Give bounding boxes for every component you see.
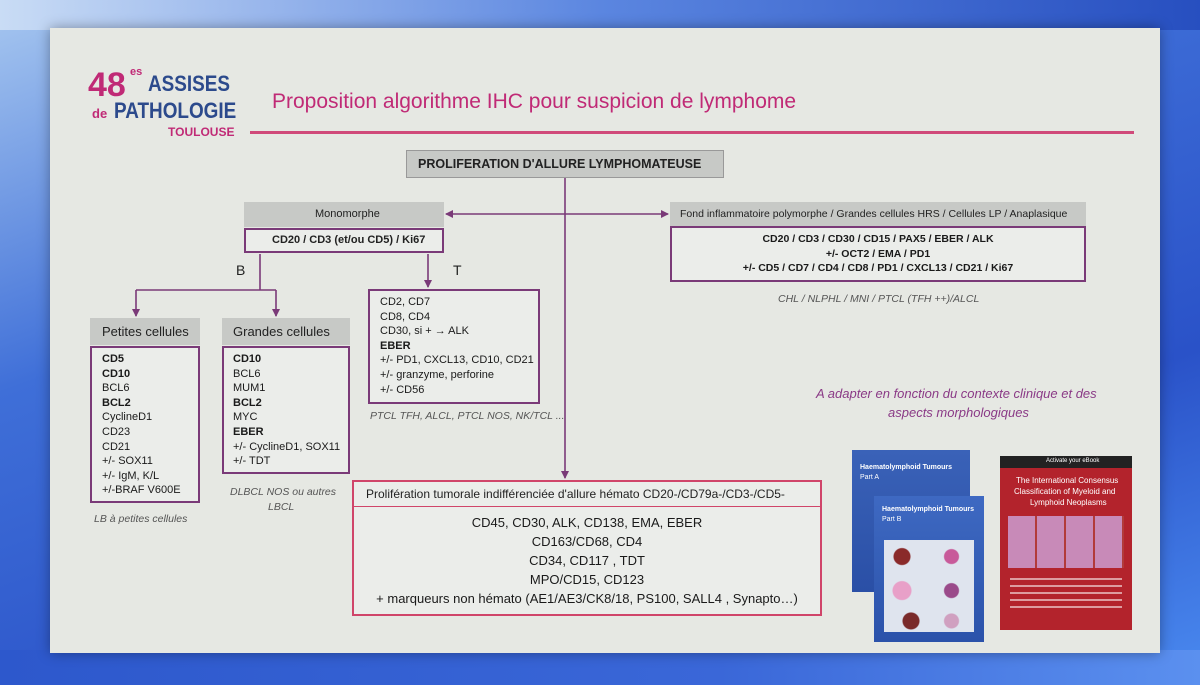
small-cells-item: +/- SOX11	[102, 455, 153, 468]
undiff-line: + marqueurs non hémato (AE1/AE3/CK8/18, PS100, SALL4 , Synapto…)	[376, 591, 798, 606]
small-cells-item: CD23	[102, 425, 131, 438]
label-t: T	[453, 262, 462, 278]
large-cells-item: MYC	[233, 411, 258, 424]
t-cells-item: +/- granzyme, perforine	[380, 368, 495, 381]
slide-title: Proposition algorithme IHC pour suspicion de lymphome	[272, 90, 797, 113]
undiff-line: CD45, CD30, ALK, CD138, EMA, EBER	[471, 515, 703, 530]
large-cells-label: Grandes cellules	[233, 324, 330, 339]
book-part-b-title: Haematolymphoid Tumours	[882, 506, 975, 513]
small-cells-item: CD5	[102, 353, 125, 365]
small-cells-item: BCL2	[102, 396, 131, 409]
note-line-1: A adapter en fonction du contexte clinique et des	[816, 386, 1097, 401]
small-cells-item: BCL6	[102, 382, 130, 395]
logo-city: TOULOUSE	[168, 125, 235, 139]
large-cells-item: BCL6	[233, 367, 261, 380]
logo-number: 48	[88, 66, 126, 104]
large-cells-item: +/- TDT	[233, 455, 271, 468]
background-top	[0, 0, 1200, 30]
book-part-a-part: Part A	[860, 474, 880, 481]
t-cells-caption: PTCL TFH, ALCL, PTCL NOS, NK/TCL ...	[370, 410, 565, 422]
logo-line1: ASSISES	[148, 71, 231, 96]
large-cells-item: +/- CyclineD1, SOX11	[233, 440, 341, 453]
book-part-a-title: Haematolymphoid Tumours	[860, 464, 953, 471]
background-bottom	[0, 650, 1200, 685]
small-cells-caption: LB à petites cellules	[94, 513, 188, 525]
t-cells-item: +/- CD56	[380, 383, 425, 396]
undiff-line: CD163/CD68, CD4	[531, 534, 643, 549]
small-cells-item: +/-BRAF V600E	[102, 484, 181, 497]
root-label: PROLIFERATION D'ALLURE LYMPHOMATEUSE	[418, 157, 702, 171]
logo-sup: es	[130, 66, 143, 78]
book-icc-banner-text: Activate your eBook	[1046, 458, 1100, 464]
large-cells-item: BCL2	[233, 396, 262, 409]
t-cells-item: EBER	[380, 339, 411, 352]
polymorphe-caption: CHL / NLPHL / MNI / PTCL (TFH ++)/ALCL	[778, 293, 980, 305]
polymorphe-line: +/- OCT2 / EMA / PD1	[825, 247, 931, 260]
logo-line2: PATHOLOGIE	[114, 98, 237, 123]
t-cells-item: CD2, CD7	[380, 296, 431, 308]
small-cells-item: CyclineD1	[102, 411, 153, 424]
polymorphe-line: +/- CD5 / CD7 / CD4 / CD8 / PD1 / CXCL13 / CD21 / Ki67	[742, 262, 1014, 274]
small-cells-item: +/- IgM, K/L	[102, 469, 160, 482]
monomorphe-label: Monomorphe	[315, 208, 380, 220]
book-icc-title-2: Classification of Myeloid and	[1014, 487, 1116, 496]
monomorphe-panel-text: CD20 / CD3 (et/ou CD5) / Ki67	[272, 234, 426, 246]
large-cells-item: MUM1	[233, 382, 266, 395]
logo-line2-prefix: de	[92, 106, 108, 121]
t-cells-item: CD8, CD4	[380, 310, 431, 323]
small-cells-item: CD10	[102, 367, 131, 380]
t-cells-item: CD30, si + → ALK	[380, 325, 469, 338]
undiff-line: MPO/CD15, CD123	[529, 572, 645, 587]
polymorphe-label: Fond inflammatoire polymorphe / Grandes cellules HRS / Cellules LP / Anaplasique	[680, 208, 1068, 220]
book-icc-title-1: The International Consensus	[1016, 476, 1119, 485]
slide	[50, 28, 1160, 653]
large-cells-caption-2: LBCL	[268, 501, 295, 513]
undiff-line: CD34, CD117 , TDT	[529, 553, 645, 568]
label-b: B	[236, 262, 246, 278]
polymorphe-line: CD20 / CD3 / CD30 / CD15 / PAX5 / EBER / ALK	[762, 233, 994, 245]
large-cells-item: EBER	[233, 425, 264, 438]
book-icc-title-3: Lymphoid Neoplasms	[1030, 498, 1107, 507]
undiff-header: Prolifération tumorale indifférenciée d'allure hémato CD20-/CD79a-/CD3-/CD5-	[366, 487, 785, 501]
t-cells-item: +/- PD1, CXCL13, CD10, CD21	[380, 354, 534, 367]
large-cells-caption-1: DLBCL NOS ou autres	[230, 486, 337, 498]
small-cells-label: Petites cellules	[102, 324, 189, 339]
large-cells-item: CD10	[233, 353, 262, 365]
note-line-2: aspects morphologiques	[888, 405, 1029, 420]
book-part-b-part: Part B	[882, 516, 902, 523]
connector-lines	[50, 28, 1160, 653]
small-cells-item: CD21	[102, 440, 131, 453]
